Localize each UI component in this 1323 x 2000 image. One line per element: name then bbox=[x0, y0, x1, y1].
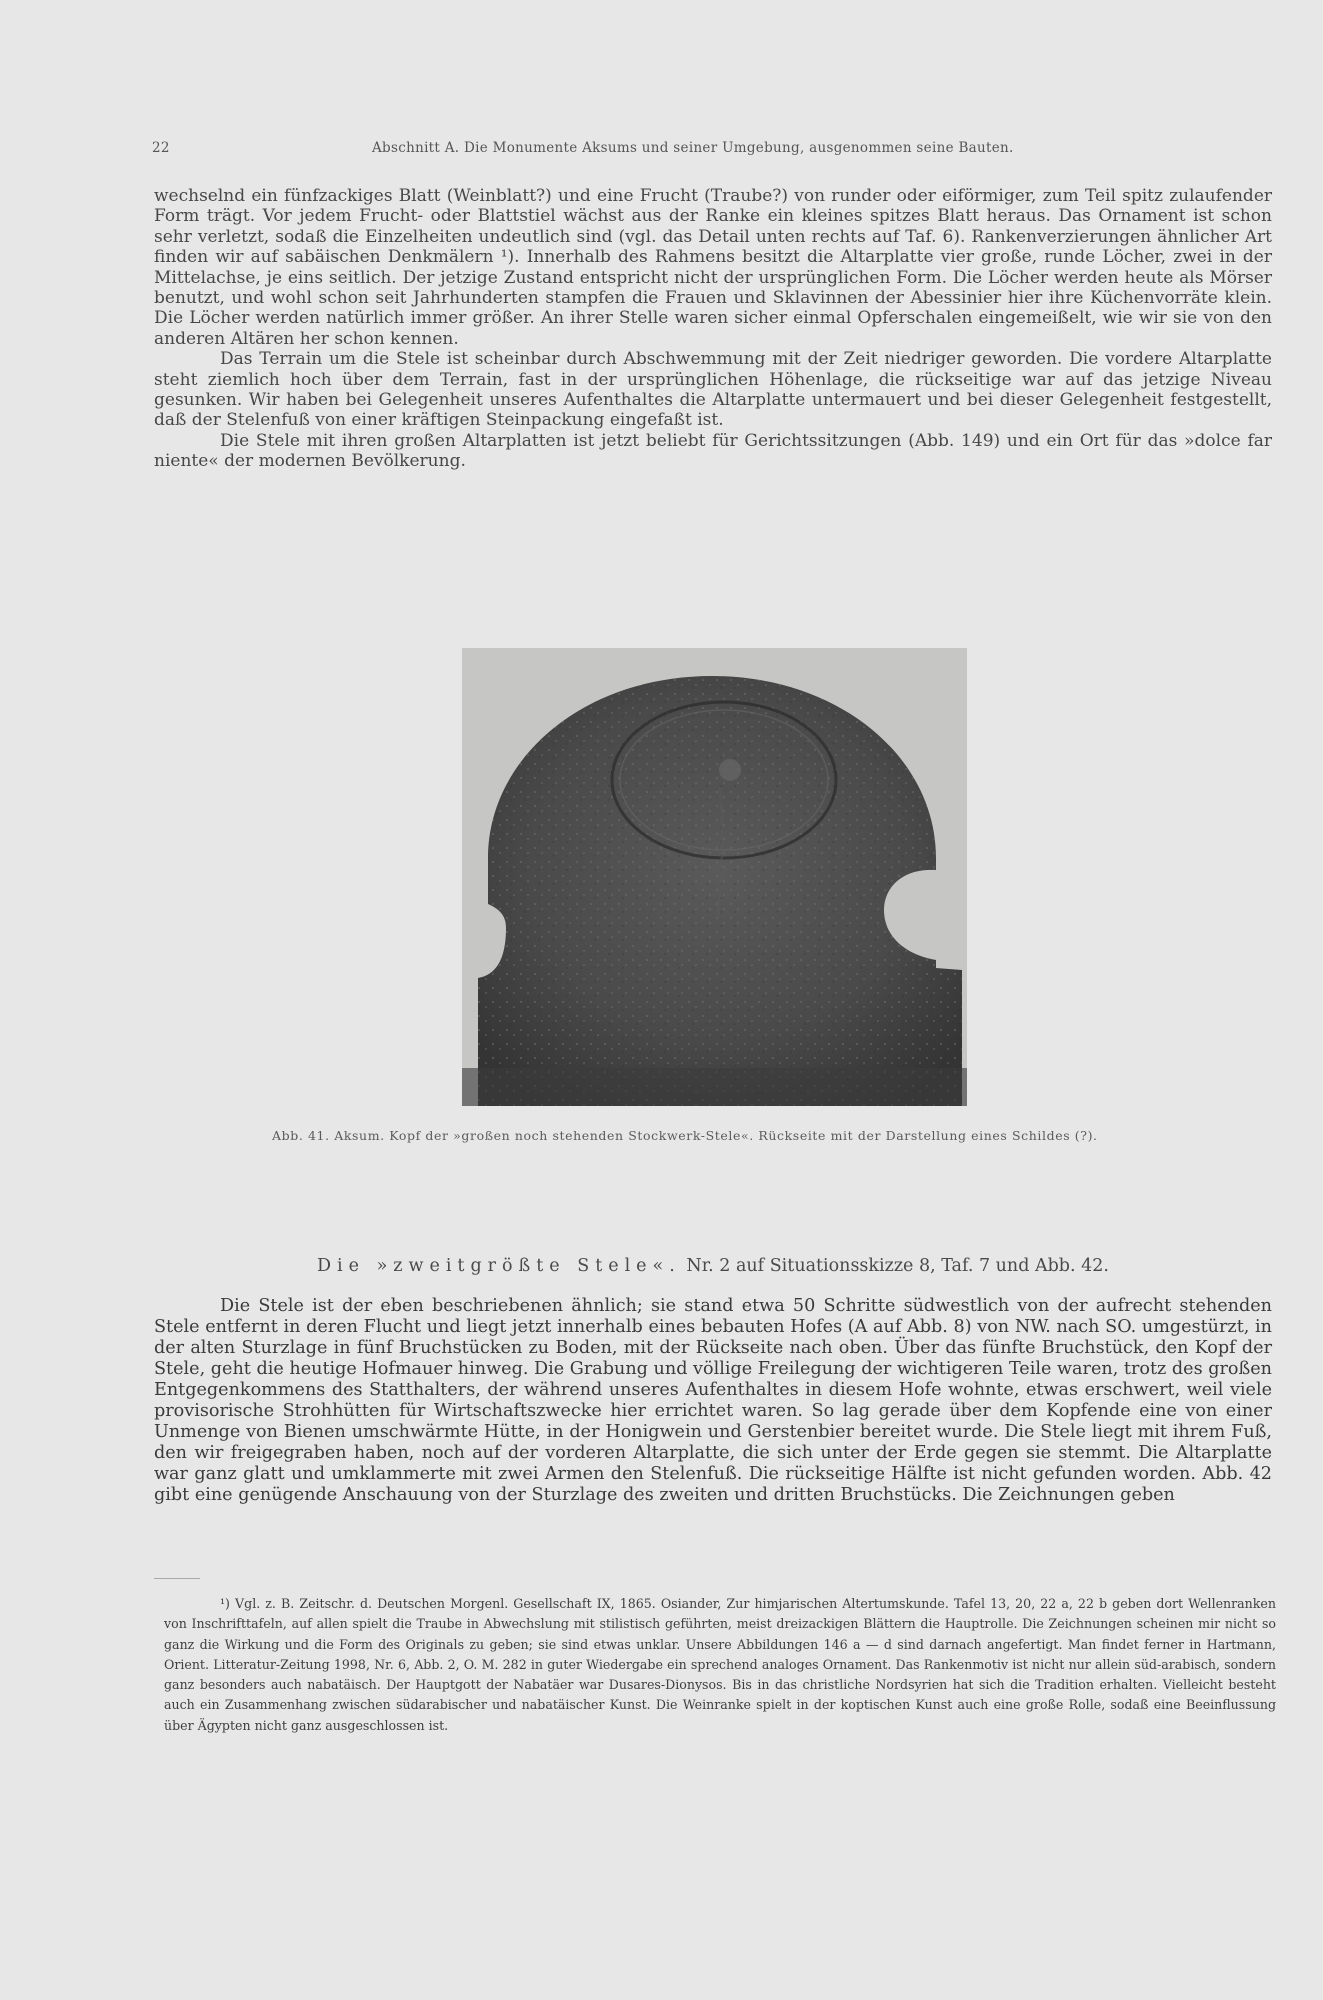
running-title: Abschnitt A. Die Monumente Aksums und seiner Umgebung, ausgenommen seine Bauten. bbox=[372, 140, 1014, 156]
section-heading-spaced: Die »zweitgrößte Stele«. bbox=[317, 1256, 681, 1276]
body-text-top bbox=[154, 186, 1272, 472]
page-header bbox=[152, 140, 1112, 156]
section-heading-rest: Nr. 2 auf Situationsskizze 8, Taf. 7 und Abb. 42. bbox=[680, 1256, 1109, 1276]
paragraph: Die Stele ist der eben beschriebenen ähnlich; sie stand etwa 50 Schritte südwestlich von der aufrecht stehenden Stele entfernt in deren Flucht und liegt jetzt innerhalb eines bebauten Hofes (A auf Abb. 8) von NW. nach SO. umgestürzt, in der alten Sturzlage in fünf Bruchstücken zu Boden, mit der Rückseite nach oben. Über das fünfte Bruchstück, den Kopf der Stele, geht die heutige Hofmauer hinweg. Die Grabung und völlige Freilegung der wichtigeren Teile waren, trotz des großen Entgegenkommens des Statthalters, der während unseres Aufenthaltes in diesem Hofe wohnte, etwas erschwert, weil viele provisorische Strohhütten für Wirtschaftszwecke hier errichtet waren. So lag gerade über dem Kopfende eine von einer Unmenge von Bienen umschwärmte Hütte, in der Honigwein und Gerstenbier bereitet wurde. Die Stele liegt mit ihrem Fuß, den wir freigegraben haben, noch auf der vorderen Altarplatte, die sich unter der Erde gegen sie stemmt. Die Altarplatte war ganz glatt und umklammerte mit zwei Armen den Stelenfuß. Die rückseitige Hälfte ist nicht gefunden worden. Abb. 42 gibt eine genügende Anschauung von der Sturzlage des zweiten und dritten Bruchstücks. Die Zeichnungen geben bbox=[154, 1296, 1272, 1505]
footnote-rule bbox=[154, 1578, 200, 1579]
stele-photograph bbox=[462, 648, 967, 1106]
body-text-bottom bbox=[154, 1296, 1272, 1506]
section-heading bbox=[154, 1256, 1272, 1276]
footnote: ¹) Vgl. z. B. Zeitschr. d. Deutschen Morgenl. Gesellschaft IX, 1865. Osiander, Zur himjarischen Altertumskunde. Tafel 13, 20, 22 a, 22 b geben dort Wellenranken von Inschrifttafeln, auf allen spielt die Traube in Abwechslung mit stilistisch geführten, meist dreizackigen Blättern die Hauptrolle. Die Zeichnungen scheinen mir nicht so ganz die Wirkung und die Form des Originals zu geben; sie sind etwas unklar. Unsere Abbildungen 146 a — d sind darnach angefertigt. Man findet ferner in Hartmann, Orient. Litteratur-Zeitung 1998, Nr. 6, Abb. 2, O. M. 282 in guter Wiedergabe ein sprechend analoges Ornament. Das Rankenmotiv ist nicht nur allein süd-arabisch, sondern ganz besonders auch nabatäisch. Der Hauptgott der Nabatäer war Dusares-Dionysos. Bis in das christliche Nordsyrien hat sich die Tradition erhalten. Vielleicht besteht auch ein Zusammenhang zwischen südarabischer und nabatäischer Kunst. Die Weinranke spielt in der koptischen Kunst auch eine große Rolle, sodaß eine Beeinflussung über Ägypten nicht ganz ausgeschlossen ist. bbox=[164, 1596, 1276, 1733]
figure-caption: Abb. 41. Aksum. Kopf der »großen noch stehenden Stockwerk-Stele«. Rückseite mit der Darstellung eines Schildes (?). bbox=[272, 1128, 1098, 1143]
paragraph: Die Stele mit ihren großen Altarplatten ist jetzt beliebt für Gerichtssitzungen (Abb. 149) und ein Ort für das »dolce far niente« der modernen Bevölkerung. bbox=[154, 430, 1272, 472]
page-number: 22 bbox=[152, 140, 170, 156]
footnotes bbox=[164, 1594, 1276, 1736]
paragraph: Das Terrain um die Stele ist scheinbar durch Abschwemmung mit der Zeit niedriger geworden. Die vordere Altarplatte steht ziemlich hoch über dem Terrain, fast in der ursprünglichen Höhenlage, die rückseitige war auf das jetzige Niveau gesunken. Wir haben bei Gelegenheit unseres Aufenthaltes die Altarplatte untermauert und bei dieser Gelegenheit festgestellt, daß der Stelenfuß von einer kräftigen Steinpackung eingefaßt ist. bbox=[154, 349, 1272, 431]
paragraph: wechselnd ein fünfzackiges Blatt (Weinblatt?) und eine Frucht (Traube?) von runder oder eiförmiger, zum Teil spitz zulaufender Form trägt. Vor jedem Frucht- oder Blattstiel wächst aus der Ranke ein kleines spitzes Blatt heraus. Das Ornament ist schon sehr verletzt, sodaß die Einzelheiten undeutlich sind (vgl. das Detail unten rechts auf Taf. 6). Rankenverzierungen ähnlicher Art finden wir auf sabäischen Denkmälern ¹). Innerhalb des Rahmens besitzt die Altarplatte vier große, runde Löcher, zwei in der Mittelachse, je eins seitlich. Der jetzige Zustand entspricht nicht der ursprünglichen Form. Die Löcher werden heute als Mörser benutzt, und wohl schon seit Jahrhunderten stampfen die Frauen und Sklavinnen der Abessinier hier ihre Küchenvorräte klein. Die Löcher werden natürlich immer größer. An ihrer Stelle waren sicher einmal Opferschalen eingemeißelt, wie wir sie von den anderen Altären her schon kennen. bbox=[154, 186, 1272, 349]
